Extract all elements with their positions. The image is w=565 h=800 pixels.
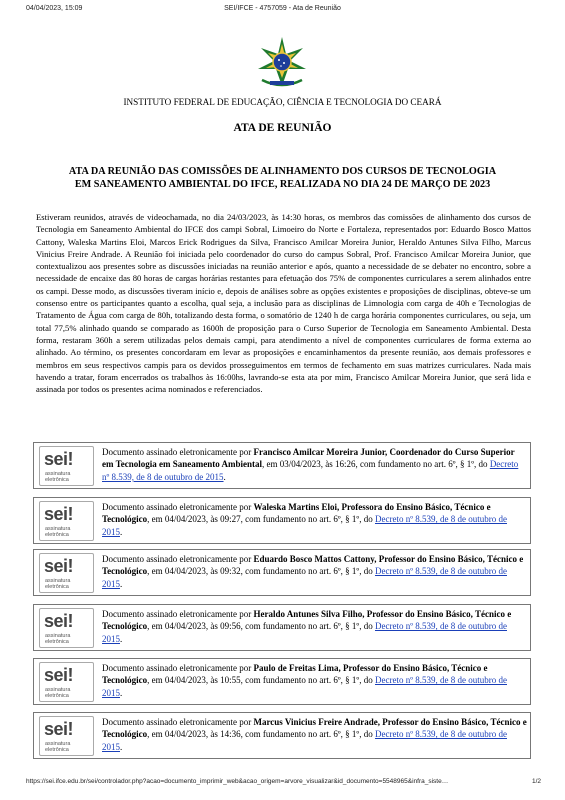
signature-text — [102, 608, 527, 645]
decree-link[interactable]: Decreto nº 8.539, de 8 de outubro de 2015 — [102, 621, 507, 644]
signature-text — [102, 553, 527, 590]
seal-caption-line-2: eletrônica — [45, 477, 69, 483]
subtitle-line-1: ATA DA REUNIÃO DAS COMISSÕES DE ALINHAMENTO DOS CURSOS DE TECNOLOGIA — [68, 166, 497, 177]
signature-prefix: Documento assinado eletronicamente por — [102, 502, 254, 512]
print-doc-title: SEI/IFCE - 4757059 - Ata de Reunião — [224, 5, 341, 12]
signature-suffix: . — [223, 471, 226, 482]
seal-logo: sei! — [44, 719, 74, 739]
seal-logo: sei! — [44, 449, 74, 469]
sei-signature-seal-icon — [39, 446, 94, 486]
signature-suffix: . — [120, 578, 123, 589]
seal-caption — [45, 526, 70, 538]
seal-caption-line-2: eletrônica — [45, 693, 69, 699]
sei-signature-seal-icon — [39, 662, 94, 702]
signature-suffix: . — [120, 687, 123, 698]
signature-date: , em 03/04/2023, às 16:26, com fundamento no art. 6º, § 1º, do — [262, 459, 490, 470]
sei-signature-seal-icon — [39, 608, 94, 648]
subtitle-line-2: EM SANEAMENTO AMBIENTAL DO IFCE, REALIZADA NO DIA 24 DE MARÇO DE 2023 — [74, 179, 491, 190]
seal-caption-line-2: eletrônica — [45, 639, 69, 645]
coat-of-arms-emblem — [256, 36, 308, 90]
seal-caption-line-2: eletrônica — [45, 747, 69, 753]
signature-prefix: Documento assinado eletronicamente por — [102, 609, 254, 619]
signer-name-role: Paulo de Freitas Lima, Professor do Ensino Básico, Técnico e Tecnológico — [102, 663, 488, 686]
signer-name-role: Waleska Martins Eloi, Professora do Ensino Básico, Técnico e Tecnológico — [102, 502, 491, 525]
seal-caption — [45, 741, 70, 753]
sei-signature-seal-icon — [39, 553, 94, 593]
signer-name-role: Eduardo Bosco Mattos Cattony, Professor do Ensino Básico, Técnico e Tecnológico — [102, 554, 524, 577]
signer-name-role: Heraldo Antunes Silva Filho, Professor do Ensino Básico, Técnico e Tecnológico — [102, 609, 512, 632]
signature-block — [33, 712, 531, 759]
seal-caption — [45, 687, 70, 699]
seal-caption-line-1: assinatura — [45, 633, 71, 639]
seal-caption — [45, 633, 70, 645]
footer-url: https://sei.ifce.edu.br/sei/controlador.php?acao=documento_imprimir_web&acao_origem=arvore_visualizar&id_documento=5548965&infra_siste… — [26, 778, 449, 785]
minutes-body-text: Estiveram reunidos, através de videochamada, no dia 24/03/2023, às 14:30 horas, os membros das comissões de alinhamento dos cursos de Tecnologia em Saneamento Ambiental do IFCE dos campi Sobral, Limoeiro do Norte e Fortaleza, representados por: Eduardo Bosco Mattos Cattony, Waleska Martins Eloi, Marcos Erick Rodrigues da Silva, Francisco Amilcar Moreira Junior, Heraldo Antunes Silva Filho, Marcus Vinicius Freire Andrade. A Reunião foi iniciada pelo coordenador do curso do campus Sobral, Prof. Francisco Amilcar Moreira Junior, que contextualizou aos presentes sobre as discussões iniciadas na reunião anterior e após, quanto a necessidade de se debater no encontro, sobre a necessidade de encaixe das 80 horas de cargas horárias restantes para efetuação dos 75% de componentes curriculares a serem alinhados entre os campi. Desse modo, as discussões tiveram início e, depois de análises sobre as opções existentes e proposições de disciplinas, obteve-se um consenso entre os participantes quanto a escolha, qual seja, a inclusão para as disciplinas de Limnologia com carga de 40h e Tecnologias de Tratamento de Água com carga de 80h, totalizando desta forma, o somatório de 1240 h de carga horária componentes curriculares, ou seja, um total 77,5% alinhado quando se comparado as 1600h de proposição para o Curso Superior de Tecnologia em Saneamento Ambiental. Desta forma, restaram 360h a serem utilizadas pelos demais campi, para atendimento a nível de componentes curriculares de forma externa ao alinhado. Ao término, os presentes concordaram em levar as proposições e encaminhamentos da presente reunião, aos demais professores e membros em seus respectivos campis para os devidos prosseguimentos em termos de fechamento em suas matrizes curriculares. Nada mais havendo a tratar, foram encerrados os trabalhos às 16:00hs, lavrando-se esta ata por mim, Francisco Amilcar Moreira Junior, que será lida e assinada por todos os presentes acima nominados e referenciados. — [36, 212, 531, 395]
print-datetime: 04/04/2023, 15:09 — [26, 5, 83, 12]
signature-block — [33, 604, 531, 651]
signature-prefix: Documento assinado eletronicamente por — [102, 717, 254, 727]
signature-prefix: Documento assinado eletronicamente por — [102, 447, 254, 457]
signature-text — [102, 446, 527, 483]
signature-prefix: Documento assinado eletronicamente por — [102, 554, 254, 564]
seal-logo: sei! — [44, 504, 74, 524]
seal-caption-line-1: assinatura — [45, 687, 71, 693]
seal-caption-line-1: assinatura — [45, 471, 71, 477]
decree-link[interactable]: Decreto nº 8.539, de 8 de outubro de 2015 — [102, 675, 507, 698]
seal-logo: sei! — [44, 611, 74, 631]
seal-logo: sei! — [44, 665, 74, 685]
seal-caption-line-1: assinatura — [45, 741, 71, 747]
print-header — [0, 5, 565, 17]
seal-caption-line-1: assinatura — [45, 526, 71, 532]
document-title: ATA DE REUNIÃO — [233, 122, 332, 134]
signature-date: , em 04/04/2023, às 10:55, com fundamento no art. 6º, § 1º, do — [147, 675, 375, 686]
signature-block — [33, 549, 531, 596]
signature-block — [33, 497, 531, 544]
signature-block — [33, 442, 531, 489]
signature-date: , em 04/04/2023, às 09:32, com fundamento no art. 6º, § 1º, do — [147, 566, 375, 577]
sei-signature-seal-icon — [39, 501, 94, 541]
decree-link[interactable]: Decreto nº 8.539, de 8 de outubro de 2015 — [102, 514, 507, 537]
institution-name: INSTITUTO FEDERAL DE EDUCAÇÃO, CIÊNCIA E TECNOLOGIA DO CEARÁ — [123, 97, 442, 107]
footer-page-number: 1/2 — [531, 778, 541, 785]
signature-suffix: . — [120, 633, 123, 644]
seal-caption-line-2: eletrônica — [45, 584, 69, 590]
signature-date: , em 04/04/2023, às 09:27, com fundamento no art. 6º, § 1º, do — [147, 514, 375, 525]
seal-caption — [45, 578, 70, 590]
signature-text — [102, 716, 527, 753]
signature-suffix: . — [120, 526, 123, 537]
signature-text — [102, 501, 527, 538]
signature-text — [102, 662, 527, 699]
signature-date: , em 04/04/2023, às 09:56, com fundamento no art. 6º, § 1º, do — [147, 621, 375, 632]
signature-block — [33, 658, 531, 705]
document-subtitle — [40, 165, 525, 191]
decree-link[interactable]: Decreto nº 8.539, de 8 de outubro de 2015 — [102, 459, 519, 482]
seal-caption-line-1: assinatura — [45, 578, 71, 584]
signer-name-role: Marcus Vinicius Freire Andrade, Professor do Ensino Básico, Técnico e Tecnológico — [102, 717, 527, 740]
seal-caption — [45, 471, 70, 483]
sei-signature-seal-icon — [39, 716, 94, 756]
seal-logo: sei! — [44, 556, 74, 576]
signature-date: , em 04/04/2023, às 14:36, com fundamento no art. 6º, § 1º, do — [147, 729, 375, 740]
signature-prefix: Documento assinado eletronicamente por — [102, 663, 254, 673]
signature-suffix: . — [120, 741, 123, 752]
decree-link[interactable]: Decreto nº 8.539, de 8 de outubro de 2015 — [102, 729, 507, 752]
decree-link[interactable]: Decreto nº 8.539, de 8 de outubro de 2015 — [102, 566, 507, 589]
signer-name-role: Francisco Amilcar Moreira Junior, Coordenador do Curso Superior em Tecnologia em Saneamento Ambiental — [102, 447, 515, 470]
seal-caption-line-2: eletrônica — [45, 532, 69, 538]
